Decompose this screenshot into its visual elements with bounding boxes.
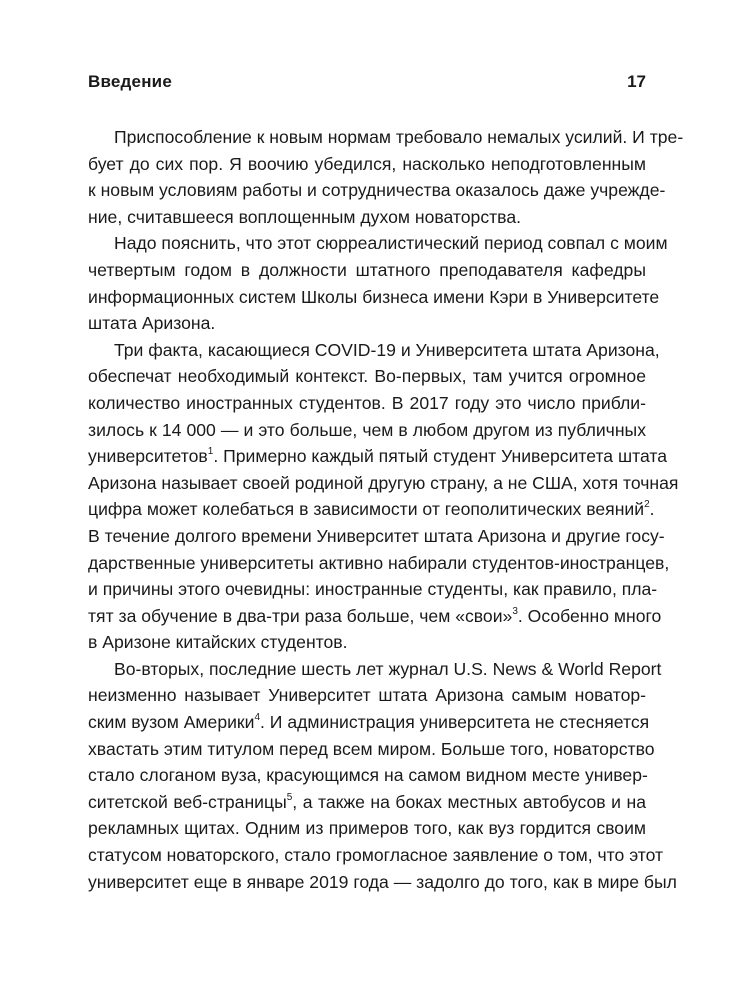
running-head	[88, 72, 646, 100]
text-run: , а также на боках местных автобусов и на	[292, 791, 646, 812]
text-line	[88, 284, 660, 311]
text-run: . Особенно много	[517, 605, 662, 626]
text-run: четвертым годом в должности штатного преподавателя кафедры	[88, 259, 646, 280]
text-run: . Примерно каждый пятый студент Университета штата	[213, 446, 668, 467]
text-run: ние, считавшееся воплощенным духом новаторства.	[88, 206, 522, 227]
text-line	[88, 629, 646, 656]
text-run: рекламных щитах. Одним из примеров того, как вуз гордится своим	[88, 818, 646, 839]
text-line	[88, 230, 668, 257]
text-run: В течение долгого времени Университет штата Аризона и другие госу-	[88, 525, 665, 546]
text-run: штата Аризона.	[88, 313, 216, 334]
text-run: ситетской веб-страницы	[88, 791, 287, 812]
text-line	[88, 310, 646, 337]
footnote-ref[interactable]: 2	[644, 499, 650, 511]
text-run: неизменно называет Университет штата Аризона самым новатор-	[88, 685, 646, 706]
text-run: статусом новаторского, стало громогласное заявление о том, что этот	[88, 845, 664, 866]
footnote-ref[interactable]: 3	[512, 605, 518, 617]
text-line	[88, 363, 646, 390]
text-run: Три факта, касающиеся COVID-19 и Университета штата Аризона,	[114, 339, 660, 360]
text-run: Аризона называет своей родиной другую страну, а не США, хотя точная	[88, 472, 679, 493]
text-run: дарственные университеты активно набирали студентов-иностранцев,	[88, 552, 670, 573]
text-line	[88, 869, 677, 896]
text-line	[88, 390, 646, 417]
text-run: цифра может колебаться в зависимости от геополитических веяний	[88, 499, 645, 520]
section-title: Введение	[88, 72, 172, 91]
text-run: Приспособление к новым нормам требовало немалых усилий. И тре-	[114, 127, 684, 147]
text-run: и причины этого очевидны: иностранные студенты, как правило, пла-	[88, 579, 658, 600]
text-line	[88, 682, 646, 709]
text-run: университетов	[88, 446, 208, 467]
text-line	[88, 417, 646, 444]
text-run: тят за обучение в два-три раза больше, чем «свои»	[88, 605, 513, 626]
text-run: Во-вторых, последние шесть лет журнал U.S. News & World Report	[114, 658, 662, 679]
text-line	[88, 443, 668, 470]
text-line	[88, 603, 662, 630]
text-run: . И администрация университета не стесняется	[260, 712, 650, 733]
text-line	[88, 124, 684, 151]
text-run: информационных систем Школы бизнеса имени Кэри в Университете	[88, 286, 660, 307]
text-run: стало слоганом вуза, красующимся на самом видном месте универ-	[88, 765, 648, 786]
text-run: .	[649, 499, 655, 520]
paragraph	[88, 230, 668, 336]
text-line	[88, 177, 666, 204]
text-line	[88, 204, 646, 231]
text-run: к новым условиям работы и сотрудничества оказалось даже учрежде-	[88, 180, 666, 201]
text-run: Надо пояснить, что этот сюрреалистический период совпал с моим	[114, 233, 668, 254]
footnote-ref[interactable]: 5	[286, 791, 293, 803]
text-line	[88, 496, 655, 523]
footnote-ref[interactable]: 4	[254, 712, 261, 724]
text-line	[88, 762, 646, 789]
footnote-ref[interactable]: 1	[207, 446, 214, 458]
text-line	[88, 257, 646, 284]
paragraph	[88, 656, 677, 895]
text-run: в Аризоне китайских студентов.	[88, 632, 348, 653]
text-line	[88, 789, 646, 816]
text-line	[88, 656, 662, 683]
text-line	[88, 736, 655, 763]
text-run: ским вузом Америки	[88, 712, 255, 733]
text-line	[88, 337, 660, 364]
paragraph	[88, 124, 684, 230]
text-run: количество иностранных студентов. В 2017 году это число прибли-	[88, 392, 646, 413]
page-number: 17	[627, 72, 646, 91]
text-run: зилось к 14 000 — и это больше, чем в любом другом из публичных	[88, 419, 646, 440]
text-line	[88, 470, 679, 497]
text-line	[88, 842, 664, 869]
text-line	[88, 550, 670, 577]
text-line	[88, 815, 646, 842]
text-run: обеспечат необходимый контекст. Во-первых, там учится огромное	[88, 366, 646, 387]
paragraph	[88, 337, 679, 656]
text-line	[88, 523, 665, 550]
text-run: хвастать этим титулом перед всем миром. Больше того, новаторство	[88, 738, 655, 759]
text-line	[88, 709, 650, 736]
text-line	[88, 151, 646, 178]
text-line	[88, 576, 658, 603]
body-text	[88, 124, 684, 895]
text-run: университет еще в январе 2019 года — задолго до того, как в мире был	[88, 871, 677, 892]
text-run: бует до сих пор. Я воочию убедился, насколько неподготовленным	[88, 153, 646, 174]
